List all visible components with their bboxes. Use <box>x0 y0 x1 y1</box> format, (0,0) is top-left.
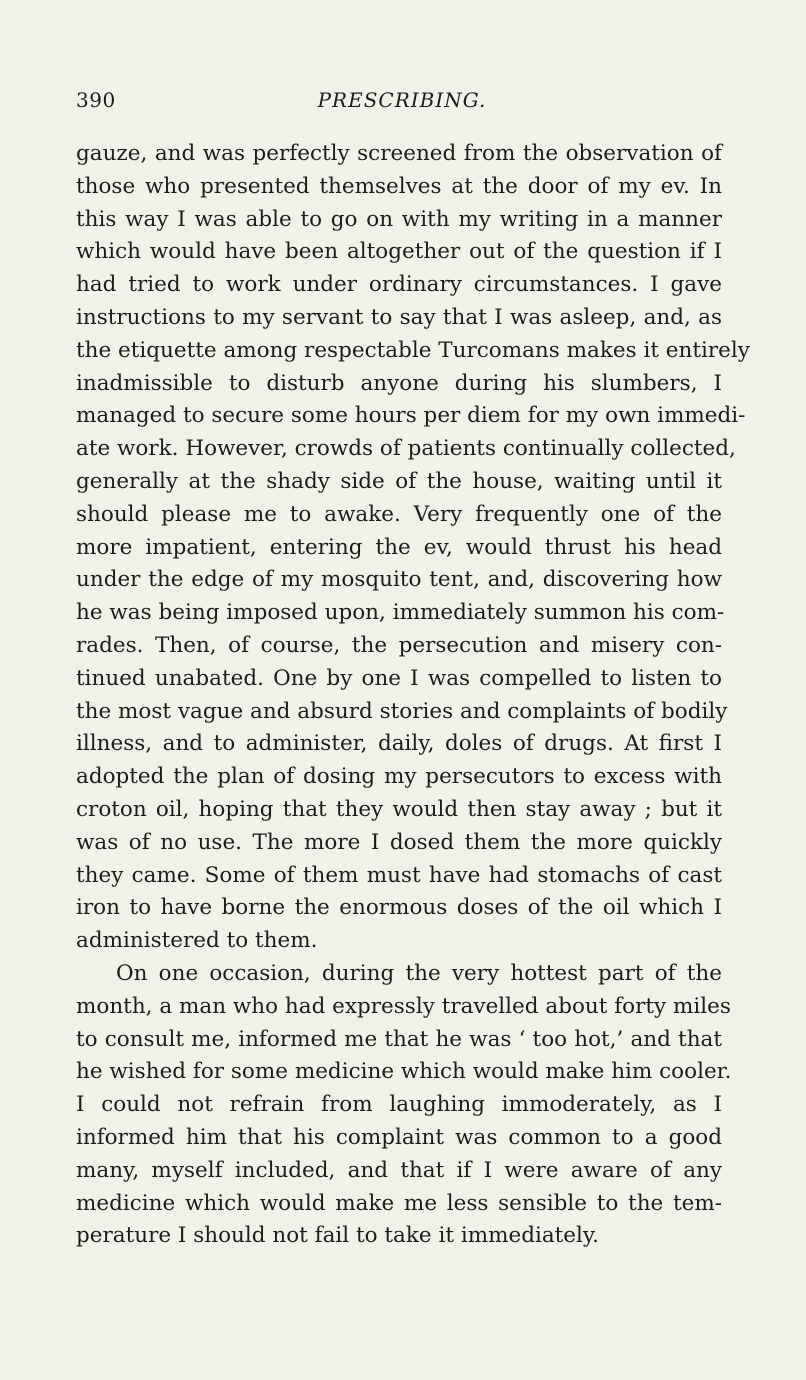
text-line: On one occasion, during the very hottest part of the <box>116 960 722 986</box>
text-line: generally at the shady side of the house, waiting until it <box>76 468 722 494</box>
text-line: he wished for some medicine which would make him cooler. <box>76 1059 732 1085</box>
text-line: perature I should not fail to take it immediately. <box>76 1223 600 1249</box>
text-line: rades. Then, of course, the persecution and misery con- <box>76 632 722 658</box>
text-line: administered to them. <box>76 928 318 954</box>
body-text <box>76 138 750 1253</box>
text-line: had tried to work under ordinary circumstances. I gave <box>76 272 722 298</box>
text-line: informed him that his complaint was common to a good <box>76 1124 722 1150</box>
text-line: adopted the plan of dosing my persecutors to excess with <box>76 764 722 790</box>
text-line: the etiquette among respectable Turcomans makes it entirely <box>76 337 750 363</box>
text-line: he was being imposed upon, immediately summon his com- <box>76 600 725 626</box>
text-line: I could not refrain from laughing immoderately, as I <box>76 1092 722 1118</box>
text-line: ate work. However, crowds of patients continually collected, <box>76 436 736 462</box>
text-line: tinued unabated. One by one I was compelled to listen to <box>76 665 722 691</box>
text-line: those who presented themselves at the door of my ev. In <box>76 173 722 199</box>
text-line: this way I was able to go on with my writing in a manner <box>76 206 722 232</box>
text-line: more impatient, entering the ev, would thrust his head <box>76 534 722 560</box>
page-header <box>76 88 728 118</box>
text-line: which would have been altogether out of the question if I <box>76 239 722 265</box>
text-line: iron to have borne the enormous doses of the oil which I <box>76 895 722 921</box>
text-line: they came. Some of them must have had stomachs of cast <box>76 862 722 888</box>
text-line: many, myself included, and that if I were aware of any <box>76 1157 722 1183</box>
text-line: was of no use. The more I dosed them the more quickly <box>76 829 722 855</box>
text-line: the most vague and absurd stories and complaints of bodily <box>76 698 728 724</box>
text-line: illness, and to administer, daily, doles of drugs. At first I <box>76 731 722 757</box>
text-line: month, a man who had expressly travelled about forty miles <box>76 993 731 1019</box>
text-line: inadmissible to disturb anyone during his slumbers, I <box>76 370 722 396</box>
text-line: gauze, and was perfectly screened from the observation of <box>76 141 722 166</box>
text-line: should please me to awake. Very frequently one of the <box>76 501 722 527</box>
text-line: managed to secure some hours per diem for my own immedi- <box>76 403 746 429</box>
running-head: PRESCRIBING. <box>317 88 487 112</box>
text-line: to consult me, informed me that he was ‘ too hot,’ and that <box>76 1026 722 1052</box>
text-line: instructions to my servant to say that I was asleep, and, as <box>76 304 722 330</box>
text-line: croton oil, hoping that they would then stay away ; but it <box>76 796 722 822</box>
text-line: under the edge of my mosquito tent, and, discovering how <box>76 567 722 593</box>
page-number: 390 <box>76 88 116 112</box>
text-line: medicine which would make me less sensible to the tem- <box>76 1190 722 1216</box>
